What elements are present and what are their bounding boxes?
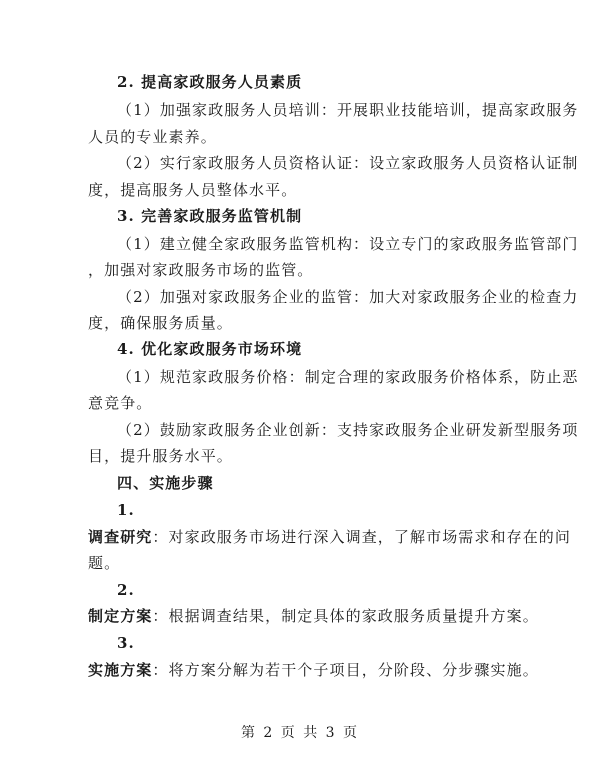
step-text: ：根据调查结果，制定具体的家政服务质量提升方案。	[152, 607, 539, 625]
section-heading-4: 4. 优化家政服务市场环境	[117, 340, 303, 358]
step-1-line	[88, 527, 571, 547]
paragraph-line: （2）加强对家政服务企业的监管：加大对家政服务企业的检查力	[117, 288, 579, 306]
paragraph-line: （2）鼓励家政服务企业创新：支持家政服务企业研发新型服务项	[117, 421, 579, 439]
paragraph-line: （2）实行家政服务人员资格认证：设立家政服务人员资格认证制	[117, 154, 579, 172]
step-label: 实施方案	[88, 661, 153, 679]
step-number-3: 3.	[117, 634, 135, 652]
step-label: 制定方案	[88, 607, 153, 625]
section-heading-2: 2. 提高家政服务人员素质	[117, 73, 303, 91]
paragraph-line: （1）加强家政服务人员培训：开展职业技能培训，提高家政服务	[117, 101, 579, 119]
paragraph-line: 意竞争。	[88, 394, 153, 412]
step-2-line	[88, 606, 539, 626]
step-text: ：对家政服务市场进行深入调查，了解市场需求和存在的问	[152, 528, 572, 546]
paragraph-line: （1）规范家政服务价格：制定合理的家政服务价格体系，防止恶	[117, 368, 579, 386]
paragraph-line: （1）建立健全家政服务监管机构：设立专门的家政服务监管部门	[117, 235, 579, 253]
paragraph-line: 目，提升服务水平。	[88, 447, 233, 465]
section-heading-steps: 四、实施步骤	[117, 474, 214, 492]
page-footer: 第 2 页 共 3 页	[240, 725, 360, 741]
paragraph-line: 度，提高服务人员整体水平。	[88, 181, 298, 199]
step-number-2: 2.	[117, 581, 135, 599]
paragraph-line: 题。	[88, 554, 121, 572]
paragraph-line: 度，确保服务质量。	[88, 314, 233, 332]
step-number-1: 1.	[117, 501, 135, 519]
paragraph-line: ，加强对家政服务市场的监管。	[88, 261, 314, 279]
section-heading-3: 3. 完善家政服务监管机制	[117, 207, 303, 225]
paragraph-line: 人员的专业素养。	[88, 128, 217, 146]
step-text: ：将方案分解为若干个子项目，分阶段、分步骤实施。	[152, 661, 539, 679]
step-3-line	[88, 660, 539, 680]
step-label: 调查研究	[88, 528, 153, 546]
